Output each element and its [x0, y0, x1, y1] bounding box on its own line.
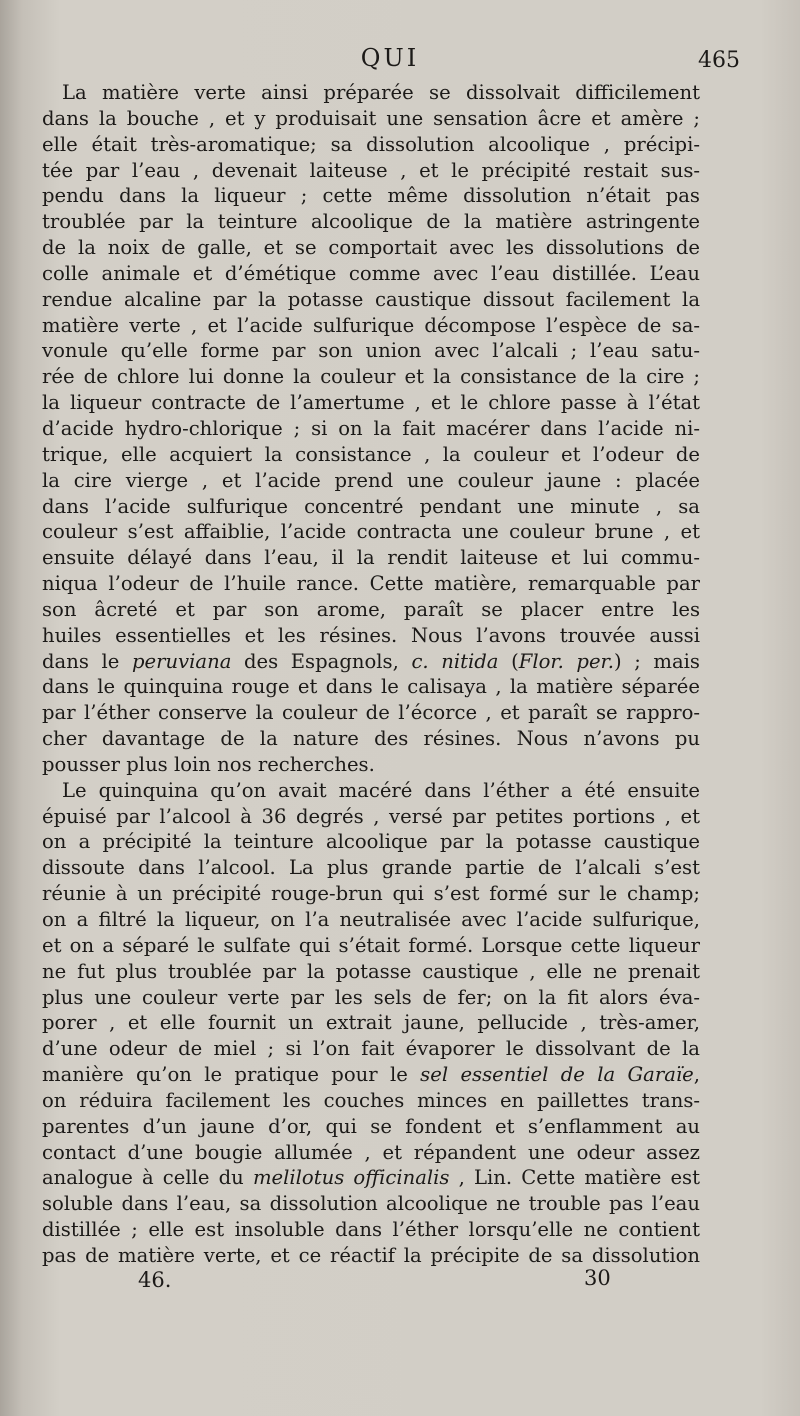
text-segment: ) ; mais: [613, 649, 700, 673]
text-line: on a précipité la teinture alcoolique par la potasse caustique: [42, 830, 700, 854]
body-text: [42, 80, 700, 1269]
text-line: huiles essentielles et les résines. Nous l’avons trouvée aussi: [42, 623, 700, 647]
text-line: dans la bouche , et y produisait une sensation âcre et amère ;: [42, 106, 700, 130]
text-line: on réduira facilement les couches minces en paillettes trans-: [42, 1088, 700, 1112]
text-line: pendu dans la liqueur ; cette même dissolution n’était pas: [42, 184, 700, 208]
text-segment: , Lin. Cette matière est: [449, 1166, 700, 1190]
italic-text: c. nitida: [411, 649, 499, 673]
text-line: ne fut plus troublée par la potasse caustique , elle ne prenait: [42, 959, 700, 983]
text-line: Le quinquina qu’on avait macéré dans l’éther a été ensuite: [62, 778, 700, 802]
text-line: cher davantage de la nature des résines. Nous n’avons pu: [42, 727, 700, 751]
text-line: troublée par la teinture alcoolique de la matière astringente: [42, 210, 700, 234]
text-line: ensuite délayé dans l’eau, il la rendit laiteuse et lui commu-: [42, 546, 700, 570]
text-line: d’acide hydro-chlorique ; si on la fait macérer dans l’acide ni-: [42, 416, 700, 440]
text-line: tée par l’eau , devenait laiteuse , et le précipité restait sus-: [42, 158, 700, 182]
page-number: 465: [698, 48, 740, 73]
text-segment: (: [498, 649, 519, 673]
text-line: vonule qu’elle forme par son union avec l’alcali ; l’eau satu-: [42, 339, 700, 363]
text-line: de la noix de galle, et se comportait avec les dissolutions de: [42, 236, 700, 260]
text-line: épuisé par l’alcool à 36 degrés , versé par petites portions , et: [42, 804, 700, 828]
text-line: couleur s’est affaiblie, l’acide contracta une couleur brune , et: [42, 520, 700, 544]
text-line: trique, elle acquiert la consistance , la couleur et l’odeur de: [42, 442, 700, 466]
text-line: dissoute dans l’alcool. La plus grande partie de l’alcali s’est: [42, 856, 700, 880]
signature-mark: 46.: [138, 1268, 172, 1292]
text-line: dans le quinquina rouge et dans le calisaya , la matière séparée: [42, 675, 700, 699]
text-line: rée de chlore lui donne la couleur et la consistance de la cire ;: [42, 365, 700, 389]
text-line: porer , et elle fournit un extrait jaune, pellucide , très-amer,: [42, 1011, 700, 1035]
text-line: dans l’acide sulfurique concentré pendant une minute , sa: [42, 494, 700, 518]
text-line: [42, 1165, 700, 1191]
text-segment: manière qu’on le pratique pour le: [42, 1063, 421, 1087]
text-segment: des Espagnols,: [231, 649, 412, 673]
text-line: son âcreté et par son arome, paraît se placer entre les: [42, 597, 700, 621]
italic-text: sel essentiel de la Garaïe: [420, 1063, 694, 1087]
text-line: matière verte , et l’acide sulfurique décompose l’espèce de sa-: [42, 313, 700, 337]
text-line: réunie à un précipité rouge-brun qui s’est formé sur le champ;: [42, 882, 700, 906]
italic-text: Flor. per.: [518, 649, 614, 673]
text-line: colle animale et d’émétique comme avec l’eau distillée. L’eau: [42, 261, 700, 285]
text-line: elle était très-aromatique; sa dissolution alcoolique , précipi-: [42, 132, 700, 156]
text-segment: dans le: [42, 649, 132, 673]
text-line: pousser plus loin nos recherches.: [42, 752, 375, 776]
text-line: plus une couleur verte par les sels de fer; on la fit alors éva-: [42, 985, 700, 1009]
text-line: on a filtré la liqueur, on l’a neutralisée avec l’acide sulfurique,: [42, 908, 700, 931]
text-line: soluble dans l’eau, sa dissolution alcoolique ne trouble pas l’eau: [42, 1192, 700, 1216]
text-line: La matière verte ainsi préparée se dissolvait difficilement: [62, 81, 700, 104]
text-line: rendue alcaline par la potasse caustique dissout facilement la: [42, 287, 700, 311]
text-line: contact d’une bougie allumée , et répandent une odeur assez: [42, 1140, 700, 1164]
text-line: et on a séparé le sulfate qui s’était formé. Lorsque cette liqueur: [42, 933, 700, 957]
text-line: la cire vierge , et l’acide prend une couleur jaune : placée: [42, 468, 700, 492]
text-segment: analogue à celle du: [42, 1166, 253, 1190]
text-line: par l’éther conserve la couleur de l’écorce , et paraît se rappro-: [42, 701, 700, 725]
text-line: [42, 649, 700, 675]
text-line: niqua l’odeur de l’huile rance. Cette matière, remarquable par: [42, 572, 700, 596]
page-title: QUI: [360, 44, 420, 72]
text-segment: ,: [693, 1063, 700, 1087]
italic-text: melilotus officinalis: [252, 1166, 450, 1190]
text-line: [42, 1062, 700, 1088]
text-line: distillée ; elle est insoluble dans l’éther lorsqu’elle ne contient: [42, 1218, 700, 1242]
sheet-number: 30: [584, 1266, 611, 1290]
italic-text: peruviana: [131, 649, 232, 673]
text-line: d’une odeur de miel ; si l’on fait évaporer le dissolvant de la: [42, 1037, 700, 1061]
running-head: [40, 42, 740, 76]
text-line: pas de matière verte, et ce réactif la précipite de sa dissolution: [42, 1243, 700, 1267]
text-line: parentes d’un jaune d’or, qui se fondent et s’enflamment au: [42, 1114, 700, 1138]
text-line: la liqueur contracte de l’amertume , et le chlore passe à l’état: [42, 391, 700, 415]
